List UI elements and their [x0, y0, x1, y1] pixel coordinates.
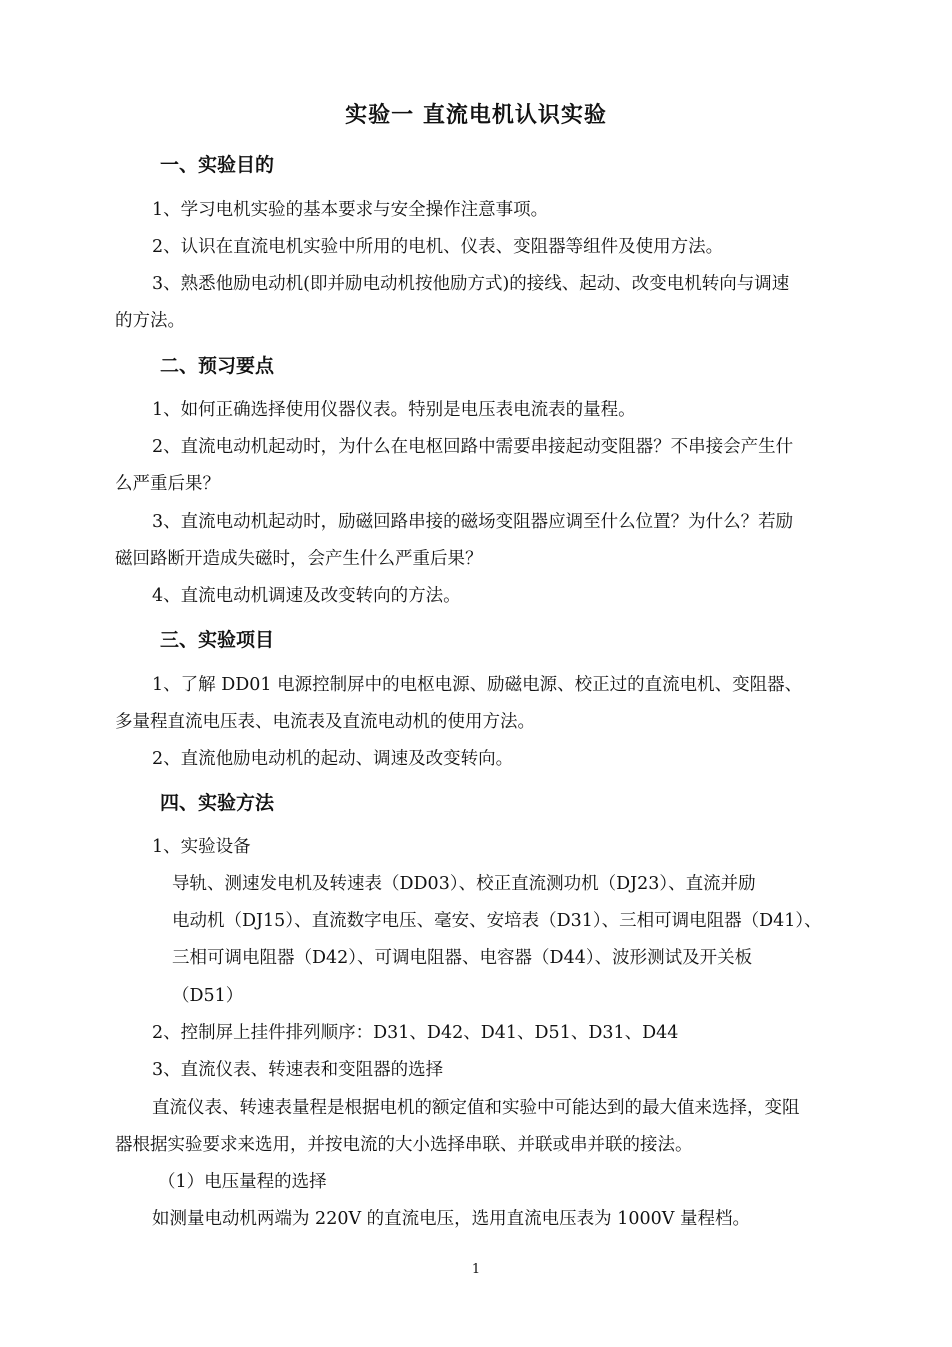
equipment-line: 三相可调电阻器（D42）、可调电阻器、电容器（D44）、波形测试及开关板 [172, 948, 753, 968]
section-heading-preview: 二、预习要点 [160, 355, 275, 377]
paragraph-line: 1、了解 DD01 电源控制屏中的电枢电源、励磁电源、校正过的直流电机、变阻器、 [152, 675, 803, 695]
paragraph-line: 直流仪表、转速表量程是根据电机的额定值和实验中可能达到的最大值来选择，变阻 [152, 1098, 800, 1118]
document-title: 实验一 直流电机认识实验 [345, 103, 607, 128]
paragraph-line: 如测量电动机两端为 220V 的直流电压，选用直流电压表为 1000V 量程档。 [152, 1209, 750, 1229]
paragraph-line: 3、熟悉他励电动机(即并励电动机按他励方式)的接线、起动、改变电机转向与调速 [152, 274, 790, 294]
paragraph-line: 2、认识在直流电机实验中所用的电机、仪表、变阻器等组件及使用方法。 [152, 237, 724, 257]
paragraph-line: 1、如何正确选择使用仪器仪表。特别是电压表电流表的量程。 [152, 400, 636, 420]
paragraph-line: 1、实验设备 [152, 837, 251, 857]
paragraph-line: 1、学习电机实验的基本要求与安全操作注意事项。 [152, 200, 549, 220]
section-heading-methods: 四、实验方法 [160, 792, 275, 814]
equipment-line: 电动机（DJ15）、直流数字电压、毫安、安培表（D31）、三相可调电阻器（D41）、 [172, 911, 822, 931]
paragraph-line: （1）电压量程的选择 [158, 1172, 327, 1192]
equipment-line: （D51） [172, 986, 244, 1006]
paragraph-line: 3、直流仪表、转速表和变阻器的选择 [152, 1060, 444, 1080]
paragraph-line: 么严重后果？ [115, 474, 220, 494]
paragraph-line: 2、直流他励电动机的起动、调速及改变转向。 [152, 749, 514, 769]
equipment-line: 导轨、测速发电机及转速表（DD03）、校正直流测功机（DJ23）、直流并励 [172, 874, 756, 894]
paragraph-line: 的方法。 [115, 311, 185, 331]
paragraph-line: 多量程直流电压表、电流表及直流电动机的使用方法。 [115, 712, 535, 732]
paragraph-line: 2、直流电动机起动时，为什么在电枢回路中需要串接起动变阻器？不串接会产生什 [152, 437, 794, 457]
paragraph-line: 4、直流电动机调速及改变转向的方法。 [152, 586, 461, 606]
paragraph-line: 磁回路断开造成失磁时，会产生什么严重后果？ [115, 549, 483, 569]
page-number: 1 [471, 1262, 481, 1277]
paragraph-line: 3、直流电动机起动时，励磁回路串接的磁场变阻器应调至什么位置？为什么？若励 [152, 512, 794, 532]
section-heading-items: 三、实验项目 [160, 629, 275, 651]
paragraph-line: 2、控制屏上挂件排列顺序：D31、D42、D41、D51、D31、D44 [152, 1023, 679, 1043]
section-heading-objectives: 一、实验目的 [160, 154, 275, 176]
paragraph-line: 器根据实验要求来选用，并按电流的大小选择串联、并联或串并联的接法。 [115, 1135, 693, 1155]
